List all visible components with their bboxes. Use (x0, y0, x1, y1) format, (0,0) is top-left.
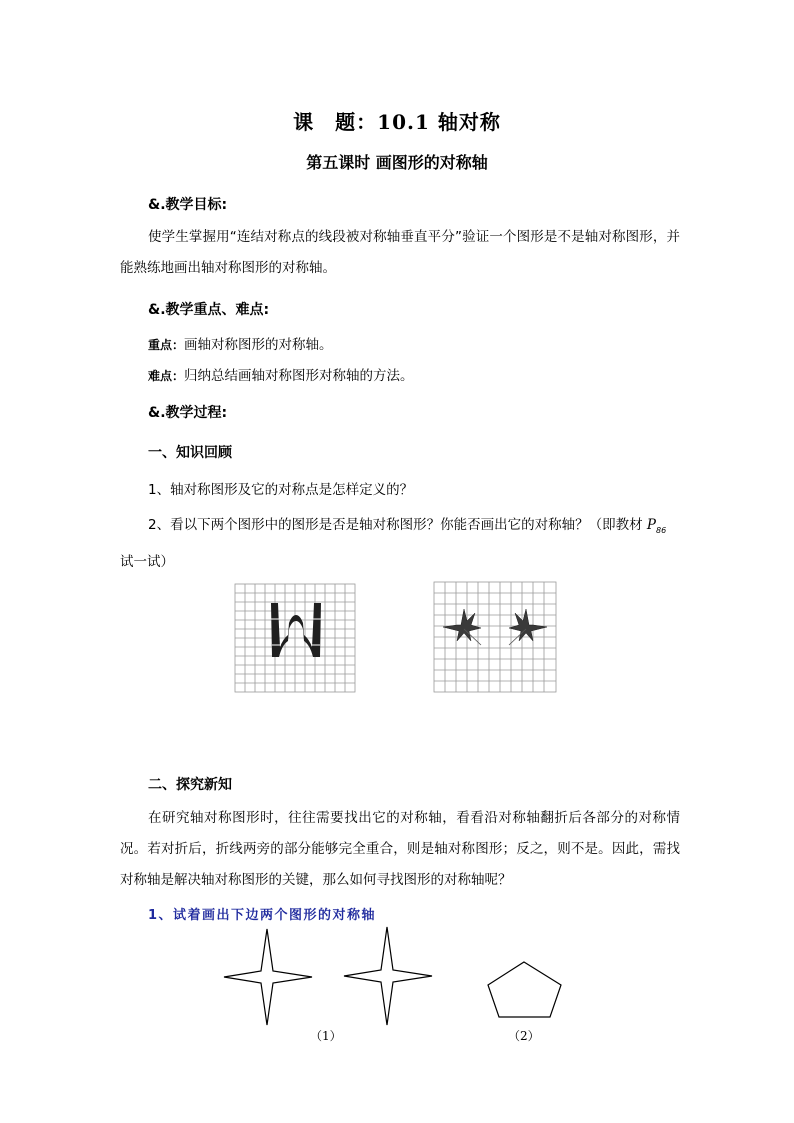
grid-figure-w (234, 583, 358, 694)
review-heading: 一、知识回顾 (148, 445, 232, 461)
four-point-star-1 (222, 927, 314, 1027)
page-title: 课 题：10.1 轴对称 (293, 110, 501, 134)
review-question-2-end: 试一试） (120, 554, 174, 570)
review-question-1: 1、轴对称图形及它的对称点是怎样定义的？ (148, 482, 414, 498)
objectives-heading: &.教学目标: (148, 197, 228, 213)
task-heading: 1、试着画出下边两个图形的对称轴 (148, 908, 377, 923)
difficulty-label: 难点： (148, 369, 185, 383)
difficulty-text: 归纳总结画轴对称图形对称轴的方法。 (184, 368, 414, 384)
page-ref-letter: P (646, 517, 656, 533)
caption-1: （1） (310, 1029, 342, 1043)
page-ref-number: 86 (655, 526, 667, 535)
explore-text: 在研究轴对称图形时，往往需要找出它的对称轴，看看沿对称轴翻折后各部分的对称情况。若对折后，折线两旁的部分能够完全重合，则是轴对称图形；反之，则不是。因此，需找对称轴是解决轴对称图形的关键，那么如何寻找图形的对称轴呢？ (120, 810, 680, 888)
focus-line (148, 333, 333, 353)
leaf-left (443, 609, 481, 641)
focus-text: 画轴对称图形的对称轴。 (184, 337, 333, 353)
process-heading: &.教学过程: (148, 405, 228, 421)
four-point-star-2 (342, 925, 434, 1027)
review-question-2 (148, 513, 666, 533)
page-subtitle: 第五课时 画图形的对称轴 (306, 153, 488, 172)
review-question-2-text: 2、看以下两个图形中的图形是否是轴对称图形？你能否画出它的对称轴？（即教材 (148, 517, 643, 533)
pentagon (485, 959, 565, 1019)
explore-heading: 二、探究新知 (148, 777, 232, 793)
key-points-heading: &.教学重点、难点: (148, 302, 270, 318)
difficulty-line (148, 364, 414, 384)
grid-figure-leaves (433, 581, 559, 694)
objectives-text: 使学生掌握用“连结对称点的线段被对称轴垂直平分”验证一个图形是不是轴对称图形，并能熟练地画出轴对称图形的对称轴。 (120, 229, 680, 276)
leaf-right (509, 609, 547, 641)
focus-label: 重点： (148, 338, 185, 352)
caption-2: （2） (508, 1029, 540, 1043)
